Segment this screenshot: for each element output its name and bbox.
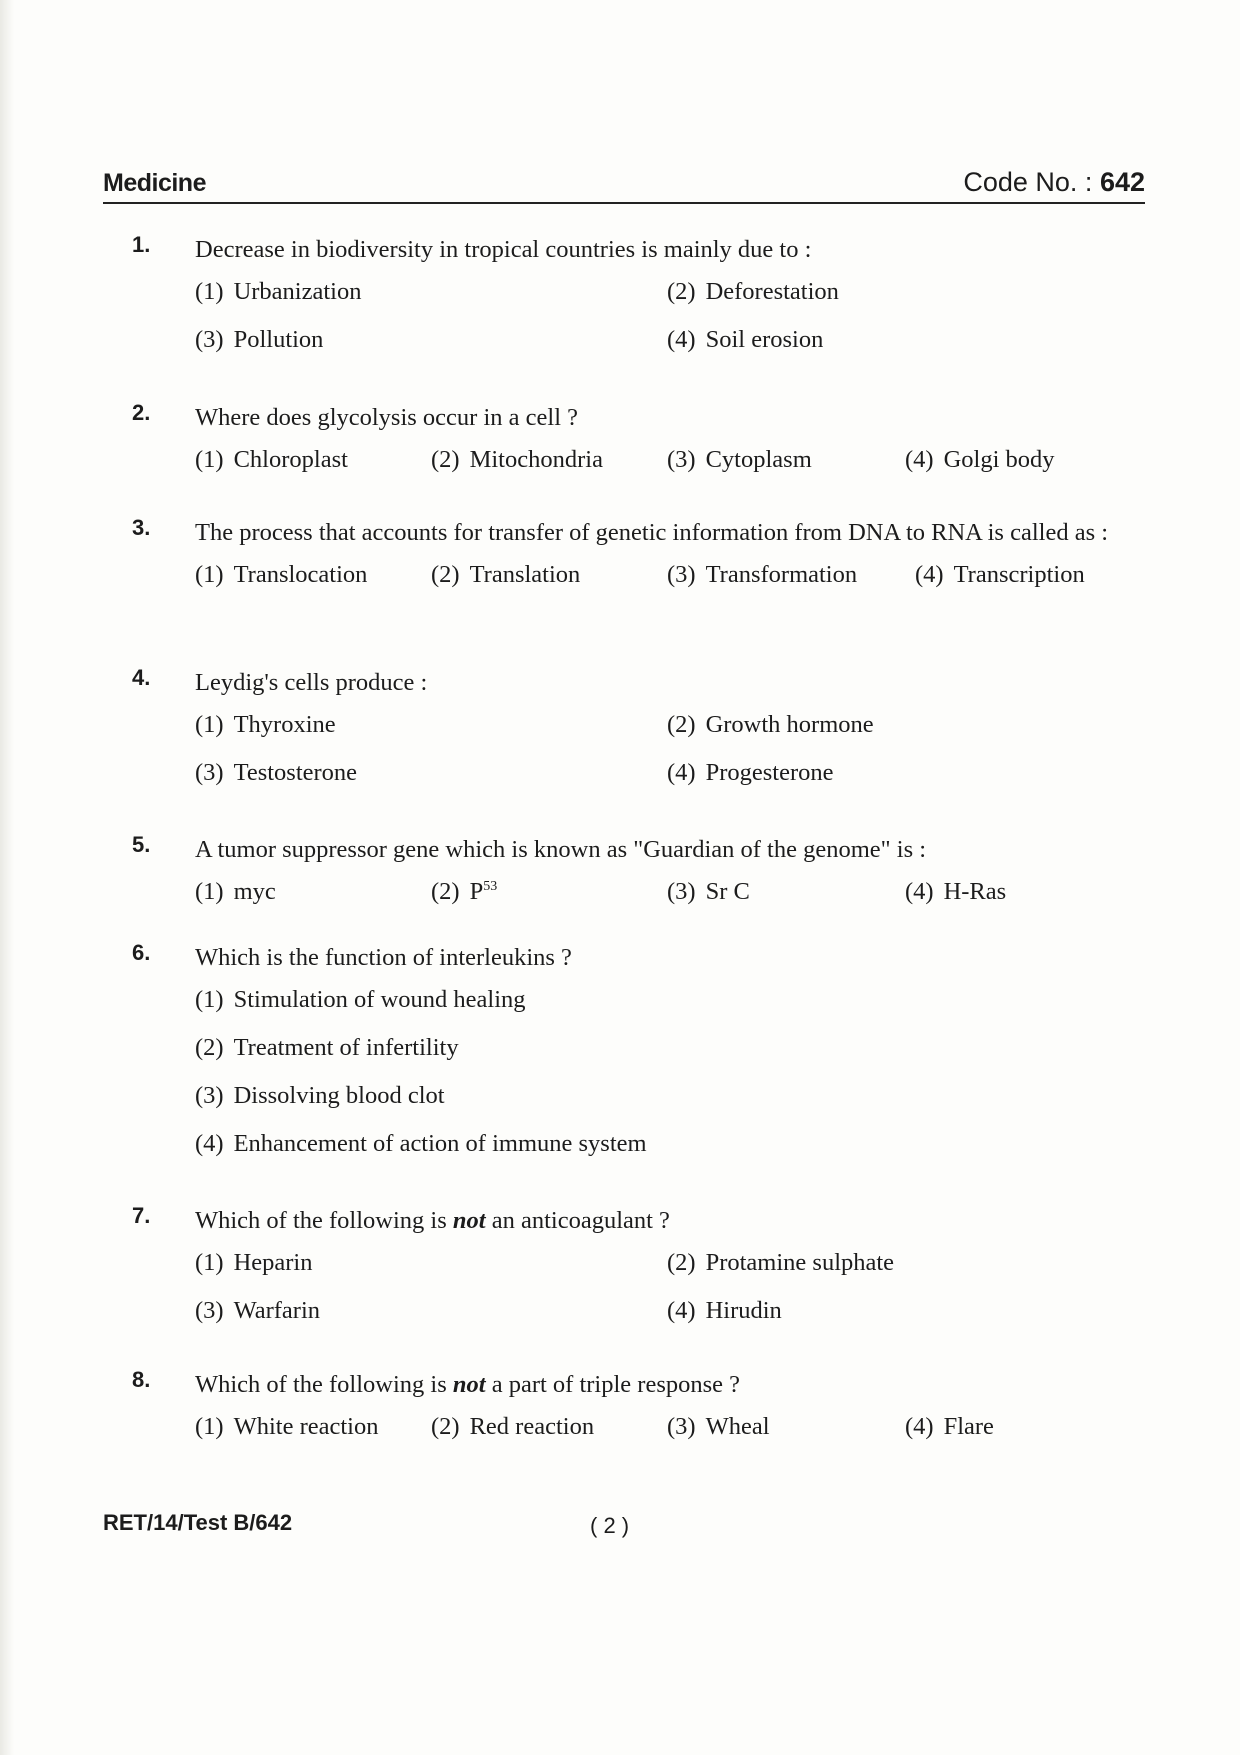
question-3 — [120, 515, 1140, 599]
question-2 — [120, 400, 1140, 484]
emphasis: not — [452, 1207, 486, 1234]
question-number: 5. — [132, 832, 151, 857]
option-3: (3) Pollution — [195, 326, 324, 353]
option-3: (3) Sr C — [667, 878, 750, 905]
option-4: (4) Enhancement of action of immune system — [195, 1130, 647, 1157]
option-2: (2) $P^{53}$ — [431, 878, 498, 905]
question-number: 1. — [132, 232, 151, 257]
options — [195, 551, 1140, 599]
option-4: (4) Golgi body — [905, 446, 1055, 473]
question-number: 3. — [132, 515, 151, 540]
test-code: RET/14/Test B/642 — [103, 1510, 293, 1535]
options — [195, 316, 1140, 364]
options — [195, 1287, 1140, 1335]
option-4: (4) Progesterone — [667, 759, 834, 786]
option-4: (4) Flare — [905, 1413, 994, 1440]
option-1: (1) Chloroplast — [195, 446, 348, 473]
superscript: 53 — [483, 878, 498, 894]
options — [195, 868, 1140, 916]
option-3: (3) Testosterone — [195, 759, 358, 786]
option-4: (4) Soil erosion — [667, 326, 824, 353]
option-2: (2) Growth hormone — [667, 711, 874, 738]
page-number: ( 2 ) — [590, 1513, 630, 1538]
option-1: (1) Translocation — [195, 561, 368, 588]
question-text: Leydig's cells produce : — [195, 669, 428, 696]
option-3: (3) Transformation — [667, 561, 858, 588]
options — [195, 1120, 1140, 1168]
question-number: 7. — [132, 1203, 151, 1228]
question-text: Which of the following is not a part of triple response ? — [195, 1371, 741, 1398]
option-2: (2) Red reaction — [431, 1413, 595, 1440]
option-2: (2) Protamine sulphate — [667, 1249, 895, 1276]
option-1: (1) Urbanization — [195, 278, 362, 305]
option-1: (1) White reaction — [195, 1413, 379, 1440]
option-2: (2) Translation — [431, 561, 581, 588]
options — [195, 1024, 1140, 1072]
options — [195, 268, 1140, 316]
option-1: (1) Heparin — [195, 1249, 313, 1276]
option-3: (3) Dissolving blood clot — [195, 1082, 445, 1109]
code-label: Code No. : — [963, 167, 1093, 197]
question-text: Which of the following is not an anticoagulant ? — [195, 1207, 670, 1234]
question-number: 2. — [132, 400, 151, 425]
question-text: Which is the function of interleukins ? — [195, 944, 572, 971]
question-6 — [120, 940, 1140, 1168]
option-3: (3) Warfarin — [195, 1297, 321, 1324]
option-1: (1) myc — [195, 878, 276, 905]
question-text: Decrease in biodiversity in tropical countries is mainly due to : — [195, 236, 812, 263]
options — [195, 1239, 1140, 1287]
option-2: (2) Treatment of infertility — [195, 1034, 459, 1061]
question-5 — [120, 832, 1140, 916]
question-8 — [120, 1367, 1140, 1451]
option-2: (2) Mitochondria — [431, 446, 603, 473]
options — [195, 436, 1140, 484]
question-1 — [120, 232, 1140, 364]
option-1: (1) Thyroxine — [195, 711, 336, 738]
option-4: (4) Transcription — [915, 561, 1085, 588]
code-value: 642 — [1099, 167, 1145, 197]
option-4: (4) H-Ras — [905, 878, 1007, 905]
question-text: The process that accounts for transfer of genetic information from DNA to RNA is called as : — [195, 519, 1109, 546]
options — [195, 749, 1140, 797]
question-7 — [120, 1203, 1140, 1335]
question-number: 8. — [132, 1367, 151, 1392]
options — [195, 1072, 1140, 1120]
question-text: Where does glycolysis occur in a cell ? — [195, 404, 579, 431]
option-2: (2) Deforestation — [667, 278, 839, 305]
page-header — [103, 148, 1145, 204]
emphasis: not — [452, 1371, 486, 1398]
options — [195, 701, 1140, 749]
subject-title: Medicine — [103, 169, 206, 197]
options — [195, 976, 1140, 1024]
option-4: (4) Hirudin — [667, 1297, 782, 1324]
question-4 — [120, 665, 1140, 797]
code-number — [963, 167, 1145, 198]
question-number: 4. — [132, 665, 151, 690]
header-rule — [103, 202, 1145, 204]
option-3: (3) Wheal — [667, 1413, 770, 1440]
options — [195, 1403, 1140, 1451]
scan-edge — [0, 0, 14, 1755]
question-number: 6. — [132, 940, 151, 965]
option-3: (3) Cytoplasm — [667, 446, 812, 473]
option-1: (1) Stimulation of wound healing — [195, 986, 526, 1013]
question-text: A tumor suppressor gene which is known as "Guardian of the genome" is : — [195, 836, 927, 863]
